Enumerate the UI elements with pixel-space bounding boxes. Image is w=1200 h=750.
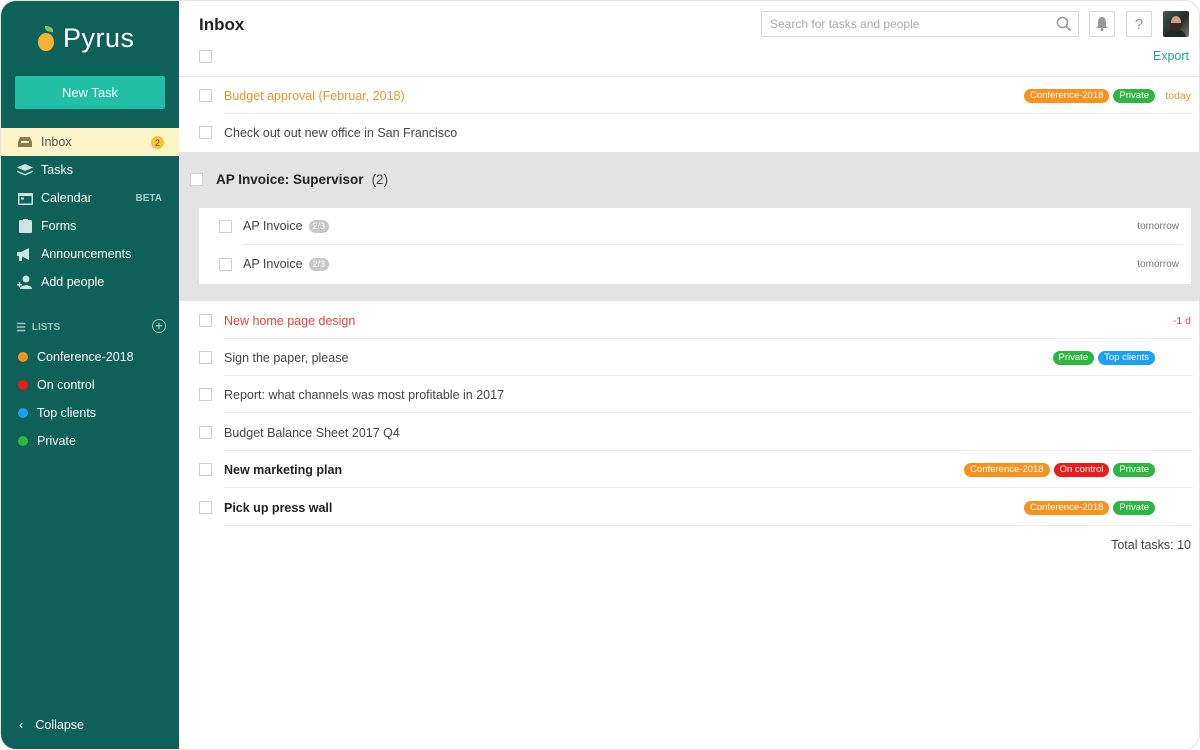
list-icon: ☰ <box>16 322 26 334</box>
task-row[interactable] <box>179 489 1200 526</box>
page-title: Inbox <box>199 15 245 34</box>
lists-label: LISTS <box>31 322 61 333</box>
beta-badge: BETA <box>135 192 162 204</box>
avatar[interactable] <box>1163 11 1189 37</box>
tag-private[interactable]: Private <box>1113 463 1155 477</box>
divider <box>224 525 1193 526</box>
sidebar <box>1 1 179 750</box>
sidebar-item-announcements[interactable] <box>1 240 179 268</box>
brand-name: Pyrus <box>63 23 135 53</box>
step-badge: 2/3 <box>309 220 330 233</box>
task-group <box>179 152 1200 301</box>
bell-icon <box>1096 17 1108 31</box>
calendar-icon <box>16 191 34 205</box>
task-due-date: today <box>1165 89 1191 102</box>
sidebar-item-label: Announcements <box>41 247 132 261</box>
tag-on-control[interactable]: On control <box>1054 463 1110 477</box>
group-checkbox[interactable] <box>190 173 203 186</box>
task-row[interactable] <box>179 114 1200 151</box>
task-title[interactable]: New home page design <box>224 313 356 328</box>
task-checkbox[interactable] <box>219 220 232 233</box>
task-title-text: AP Invoice <box>243 219 303 233</box>
task-checkbox[interactable] <box>199 426 212 439</box>
group-task-row[interactable] <box>199 246 1191 283</box>
notifications-button[interactable] <box>1089 11 1115 37</box>
group-items <box>199 208 1191 284</box>
list-item-conference-2018[interactable] <box>1 343 179 371</box>
divider <box>243 244 1183 245</box>
task-title[interactable]: Budget Balance Sheet 2017 Q4 <box>224 425 400 440</box>
sidebar-item-forms[interactable] <box>1 212 179 240</box>
group-title[interactable] <box>216 172 388 187</box>
sidebar-item-label: Inbox <box>41 135 72 149</box>
task-title[interactable] <box>243 219 329 233</box>
tag-private[interactable]: Private <box>1113 501 1155 515</box>
group-count: (2) <box>371 172 389 187</box>
group-title-text: AP Invoice: Supervisor <box>216 172 364 187</box>
list-color-dot <box>18 436 28 446</box>
task-title-text: AP Invoice <box>243 257 303 271</box>
chevron-left-icon: ‹ <box>19 717 24 732</box>
task-row[interactable] <box>179 302 1200 339</box>
megaphone-icon <box>16 247 34 261</box>
task-tags <box>1024 89 1155 103</box>
group-task-row[interactable] <box>199 208 1191 245</box>
forms-icon <box>16 219 34 233</box>
task-tags <box>1053 351 1155 365</box>
sidebar-item-label: Add people <box>41 275 105 289</box>
task-checkbox[interactable] <box>199 351 212 364</box>
task-row[interactable] <box>179 339 1200 376</box>
tag-private[interactable]: Private <box>1053 351 1095 365</box>
task-title[interactable] <box>243 257 329 271</box>
sidebar-item-calendar[interactable] <box>1 184 179 212</box>
task-title[interactable]: Budget approval (Februar, 2018) <box>224 88 405 103</box>
task-row[interactable] <box>179 376 1200 413</box>
task-title[interactable]: Report: what channels was most profitable in 2017 <box>224 387 505 402</box>
task-title[interactable]: New marketing plan <box>224 462 343 477</box>
inbox-count-badge: 2 <box>151 136 164 149</box>
sidebar-item-label: Calendar <box>41 191 92 205</box>
sidebar-item-add-people[interactable] <box>1 268 179 296</box>
total-tasks: Total tasks: 10 <box>1111 538 1191 552</box>
lists-header <box>16 321 166 334</box>
task-checkbox[interactable] <box>199 501 212 514</box>
list-color-dot <box>18 352 28 362</box>
add-list-icon[interactable]: + <box>152 319 166 333</box>
tag-conference-2018[interactable]: Conference-2018 <box>1024 501 1109 515</box>
tag-private[interactable]: Private <box>1113 89 1155 103</box>
add-person-icon <box>16 275 34 289</box>
list-color-dot <box>18 380 28 390</box>
pear-logo-icon <box>37 26 55 52</box>
list-item-label: Top clients <box>37 406 97 420</box>
sidebar-nav <box>1 128 179 296</box>
task-checkbox[interactable] <box>199 126 212 139</box>
task-checkbox[interactable] <box>199 314 212 327</box>
tag-top-clients[interactable]: Top clients <box>1098 351 1155 365</box>
tasks-icon <box>16 163 34 177</box>
lists <box>1 343 179 455</box>
collapse-label: Collapse <box>35 717 84 732</box>
search-icon[interactable] <box>1056 16 1072 32</box>
task-tags <box>964 463 1155 477</box>
collapse-button[interactable] <box>19 717 84 732</box>
list-item-on-control[interactable] <box>1 371 179 399</box>
divider <box>224 412 1193 413</box>
help-button[interactable]: ? <box>1126 11 1152 37</box>
tag-conference-2018[interactable]: Conference-2018 <box>1024 89 1109 103</box>
list-color-dot <box>18 408 28 418</box>
divider <box>224 487 1193 488</box>
task-row[interactable] <box>179 77 1200 114</box>
list-item-private[interactable] <box>1 427 179 455</box>
list-item-top-clients[interactable] <box>1 399 179 427</box>
task-checkbox[interactable] <box>199 89 212 102</box>
sidebar-item-tasks[interactable] <box>1 156 179 184</box>
search-input[interactable] <box>762 12 1042 36</box>
task-row[interactable] <box>179 451 1200 488</box>
task-title[interactable]: Pick up press wall <box>224 500 333 515</box>
task-checkbox[interactable] <box>199 388 212 401</box>
sidebar-item-label: Forms <box>41 219 77 233</box>
sidebar-item-label: Tasks <box>41 163 73 177</box>
task-title[interactable]: Check out out new office in San Francisco <box>224 125 458 140</box>
sidebar-item-inbox[interactable] <box>1 128 179 156</box>
task-title[interactable]: Sign the paper, please <box>224 350 349 365</box>
tag-conference-2018[interactable]: Conference-2018 <box>964 463 1049 477</box>
step-badge: 2/3 <box>309 258 330 271</box>
main-panel <box>179 1 1200 750</box>
pyrus-logo[interactable] <box>37 23 135 54</box>
select-all-checkbox[interactable] <box>199 50 212 63</box>
task-checkbox[interactable] <box>199 463 212 476</box>
task-due-date: tomorrow <box>1137 221 1179 232</box>
inbox-icon <box>16 135 34 149</box>
search-box <box>761 11 1079 37</box>
task-due-date: tomorrow <box>1137 259 1179 270</box>
task-row[interactable] <box>179 414 1200 451</box>
task-tags <box>1024 501 1155 515</box>
export-link[interactable]: Export <box>1152 49 1189 63</box>
new-task-button[interactable]: New Task <box>15 76 165 109</box>
list-item-label: Private <box>37 434 76 448</box>
list-item-label: On control <box>37 378 95 392</box>
task-checkbox[interactable] <box>219 258 232 271</box>
list-item-label: Conference-2018 <box>37 350 134 364</box>
task-due-date: -1 d <box>1172 314 1191 327</box>
